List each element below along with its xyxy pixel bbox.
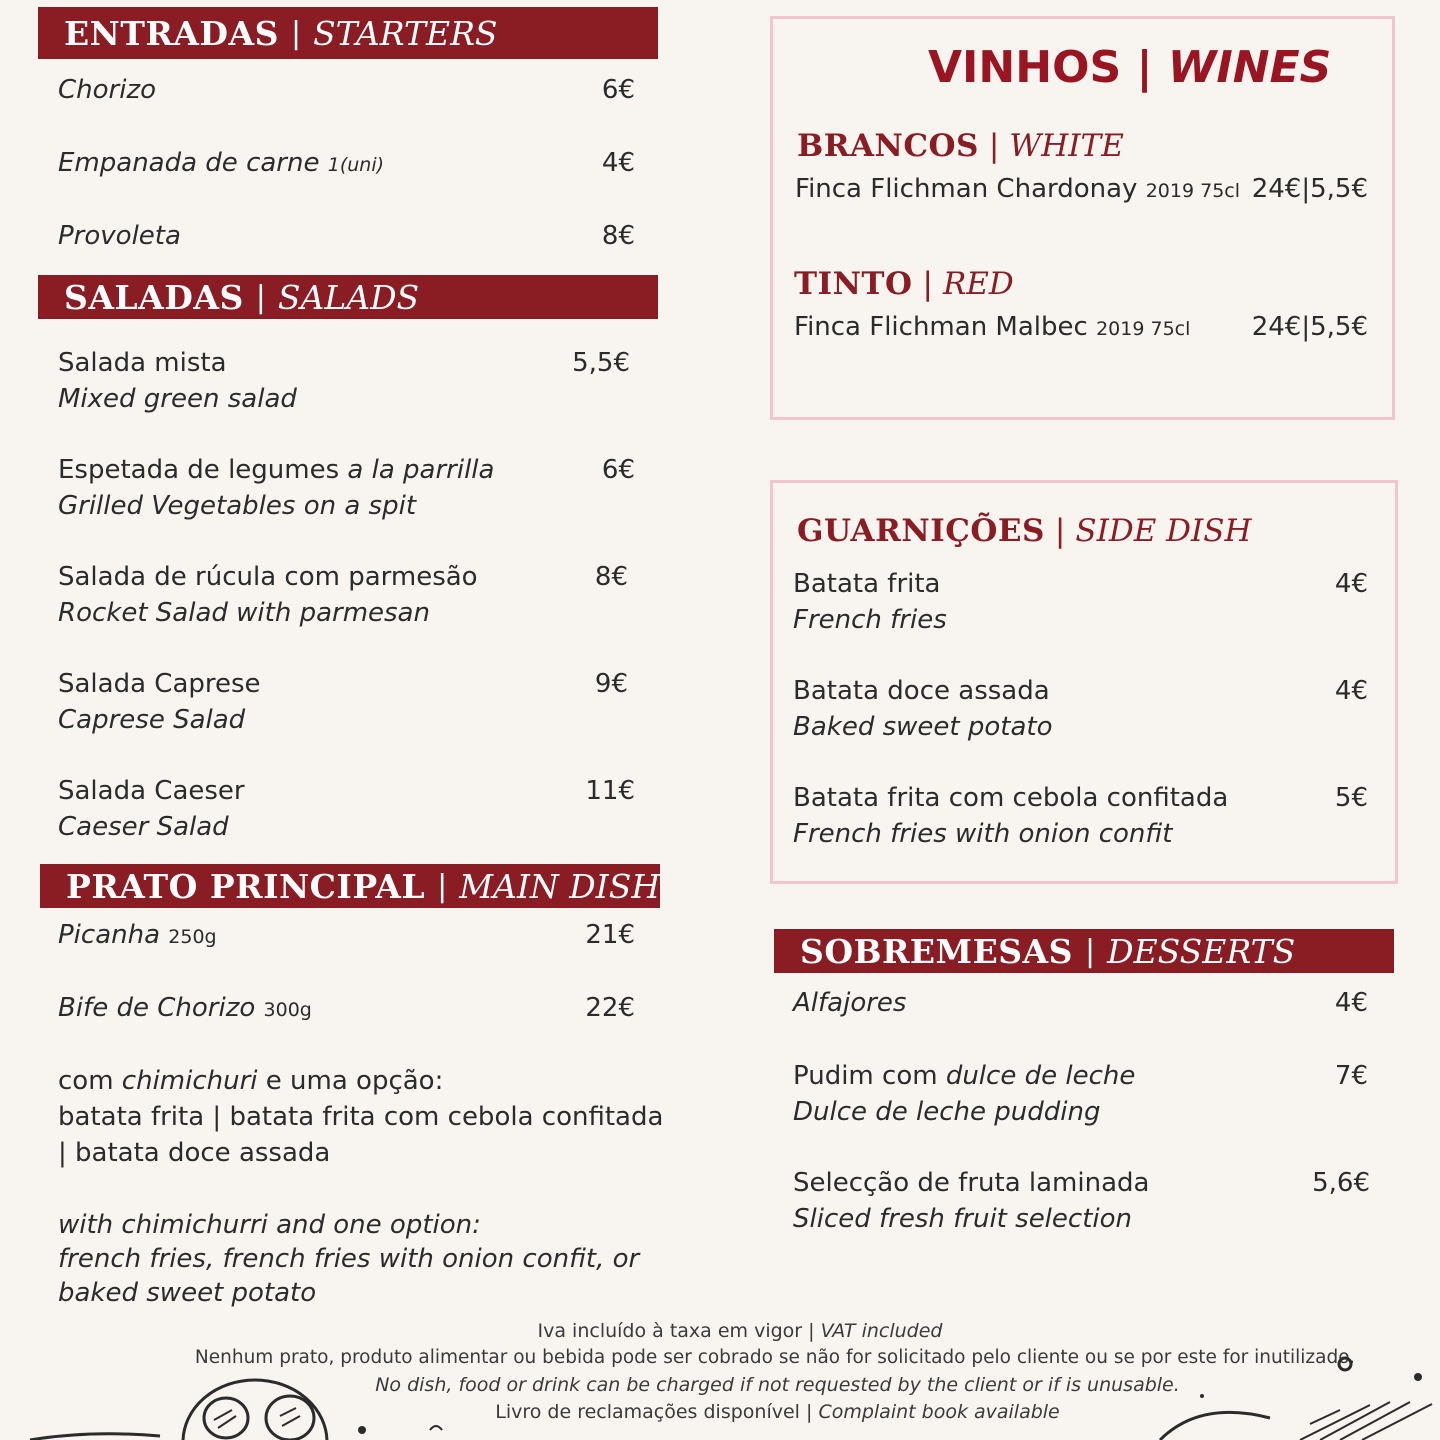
item-name-pt: Salada mista xyxy=(58,348,227,378)
footer-charge-en: No dish, food or drink can be charged if not requested by the client or if is unusable. xyxy=(375,1374,1180,1396)
main-title-pt: PRATO PRINCIPAL xyxy=(66,866,426,906)
menu-item xyxy=(58,773,245,845)
item-name-en: French fries with onion confit xyxy=(793,819,1173,849)
menu-item xyxy=(58,917,217,955)
item-price: 6€ xyxy=(601,75,635,105)
item-price: 7€ xyxy=(1334,1061,1368,1091)
item-name: Provoleta xyxy=(58,221,181,251)
item-name-en: Sliced fresh fruit selection xyxy=(793,1204,1133,1234)
item-price: 5€ xyxy=(1334,783,1368,813)
menu-item xyxy=(58,72,156,108)
starters-title-en: STARTERS xyxy=(313,13,498,53)
separator: | xyxy=(437,868,448,904)
separator: | xyxy=(290,15,302,51)
white-wine-header: BRANCOS | WHITE xyxy=(797,128,1124,164)
item-note: 250g xyxy=(168,926,217,948)
starters-title-pt: ENTRADAS xyxy=(64,13,279,53)
red-wine-header: TINTO | RED xyxy=(794,266,1014,302)
item-price: 4€ xyxy=(1334,676,1368,706)
item-name-pt: Salada Caeser xyxy=(58,776,245,806)
salads-title-en: SALADS xyxy=(277,277,420,317)
food-illustration-right xyxy=(1140,1350,1440,1440)
separator: | xyxy=(255,279,266,315)
item-price: 8€ xyxy=(594,562,628,592)
option-line: batata frita | batata frita com cebola confitada xyxy=(58,1102,664,1132)
item-name-pt: Salada de rúcula com parmesão xyxy=(58,562,478,592)
menu-item xyxy=(58,145,384,183)
item-name: Bife de Chorizo xyxy=(58,993,256,1023)
salads-title-pt: SALADAS xyxy=(64,277,244,317)
item-price: 11€ xyxy=(585,776,635,806)
menu-item xyxy=(793,1058,1135,1130)
main-options-en xyxy=(58,1208,639,1310)
menu-item xyxy=(58,559,478,631)
item-name-en: Grilled Vegetables on a spit xyxy=(58,491,417,521)
item-name-en: Mixed green salad xyxy=(58,384,297,414)
menu-item xyxy=(58,666,261,738)
item-name-en: Baked sweet potato xyxy=(793,712,1053,742)
menu-item xyxy=(58,990,312,1028)
side-dish-header: GUARNIÇÕES | SIDE DISH xyxy=(797,513,1252,549)
wine-name: Finca Flichman Malbec xyxy=(794,312,1088,342)
item-name-pt: Pudim com dulce de leche xyxy=(793,1061,1136,1091)
wine-price: 24€|5,5€ xyxy=(1251,312,1368,342)
option-line: | batata doce assada xyxy=(58,1138,331,1168)
main-dish-header xyxy=(40,864,660,908)
option-line: com chimichuri e uma opção: xyxy=(58,1066,444,1096)
item-name: Chorizo xyxy=(58,75,157,105)
wine-name: Finca Flichman Chardonay xyxy=(795,174,1138,204)
menu-item xyxy=(58,452,494,524)
item-name-en: Caprese Salad xyxy=(58,705,246,735)
desserts-title-pt: SOBREMESAS xyxy=(800,931,1073,971)
item-price: 6€ xyxy=(601,455,635,485)
item-price: 21€ xyxy=(585,920,635,950)
wine-note: 2019 75cl xyxy=(1145,180,1241,202)
item-name: Picanha xyxy=(58,920,161,950)
item-name: Empanada de carne xyxy=(58,148,320,178)
item-price: 22€ xyxy=(585,993,635,1023)
item-name-pt: Espetada de legumes a la parrilla xyxy=(58,455,495,485)
wines-title: VINHOS | WINES xyxy=(928,42,1332,93)
menu-item xyxy=(793,1165,1149,1237)
option-line: with chimichurri and one option: xyxy=(58,1210,481,1240)
item-note: 1(uni) xyxy=(327,154,385,176)
item-price: 4€ xyxy=(1334,988,1368,1018)
wine-price: 24€|5,5€ xyxy=(1251,174,1368,204)
desserts-header xyxy=(774,929,1394,973)
menu-item xyxy=(793,985,906,1021)
item-name: Alfajores xyxy=(793,988,907,1018)
footer-complaint-book: Livro de reclamações disponível | Complaint book available xyxy=(495,1401,1060,1423)
separator: | xyxy=(1085,933,1096,969)
item-name-en: Caeser Salad xyxy=(58,812,229,842)
item-price: 9€ xyxy=(594,669,628,699)
menu-item xyxy=(58,345,297,417)
item-name-en: Rocket Salad with parmesan xyxy=(58,598,430,628)
item-price: 4€ xyxy=(601,148,635,178)
item-name-en: Dulce de leche pudding xyxy=(793,1097,1101,1127)
wine-item xyxy=(794,309,1190,347)
item-name-pt: Salada Caprese xyxy=(58,669,261,699)
item-price: 4€ xyxy=(1334,569,1368,599)
wine-note: 2019 75cl xyxy=(1096,318,1191,340)
food-illustration-left xyxy=(0,1360,500,1440)
item-name-pt: Batata frita xyxy=(793,569,941,599)
item-price: 8€ xyxy=(601,221,635,251)
item-name-pt: Selecção de fruta laminada xyxy=(793,1168,1150,1198)
desserts-title-en: DESSERTS xyxy=(1107,931,1296,971)
item-note: 300g xyxy=(263,999,312,1021)
item-price: 5,6€ xyxy=(1312,1168,1370,1198)
salads-header xyxy=(38,275,658,319)
main-title-en: MAIN DISH xyxy=(459,866,661,906)
menu-item xyxy=(793,673,1053,745)
menu-item xyxy=(793,566,947,638)
footer-vat: Iva incluído à taxa em vigor | VAT included xyxy=(537,1320,943,1342)
item-price: 5,5€ xyxy=(572,348,630,378)
menu-item xyxy=(58,218,181,254)
menu-item xyxy=(793,780,1228,852)
option-line: baked sweet potato xyxy=(58,1278,317,1308)
option-line: french fries, french fries with onion confit, or xyxy=(58,1244,640,1274)
item-name-en: French fries xyxy=(793,605,947,635)
item-name-pt: Batata doce assada xyxy=(793,676,1050,706)
footer-charge-pt: Nenhum prato, produto alimentar ou bebida pode ser cobrado se não for solicitado pelo cliente ou se por este for inutilizado. xyxy=(194,1347,1356,1368)
item-name-pt: Batata frita com cebola confitada xyxy=(793,783,1229,813)
main-options-pt xyxy=(58,1063,663,1171)
starters-header xyxy=(38,7,658,59)
